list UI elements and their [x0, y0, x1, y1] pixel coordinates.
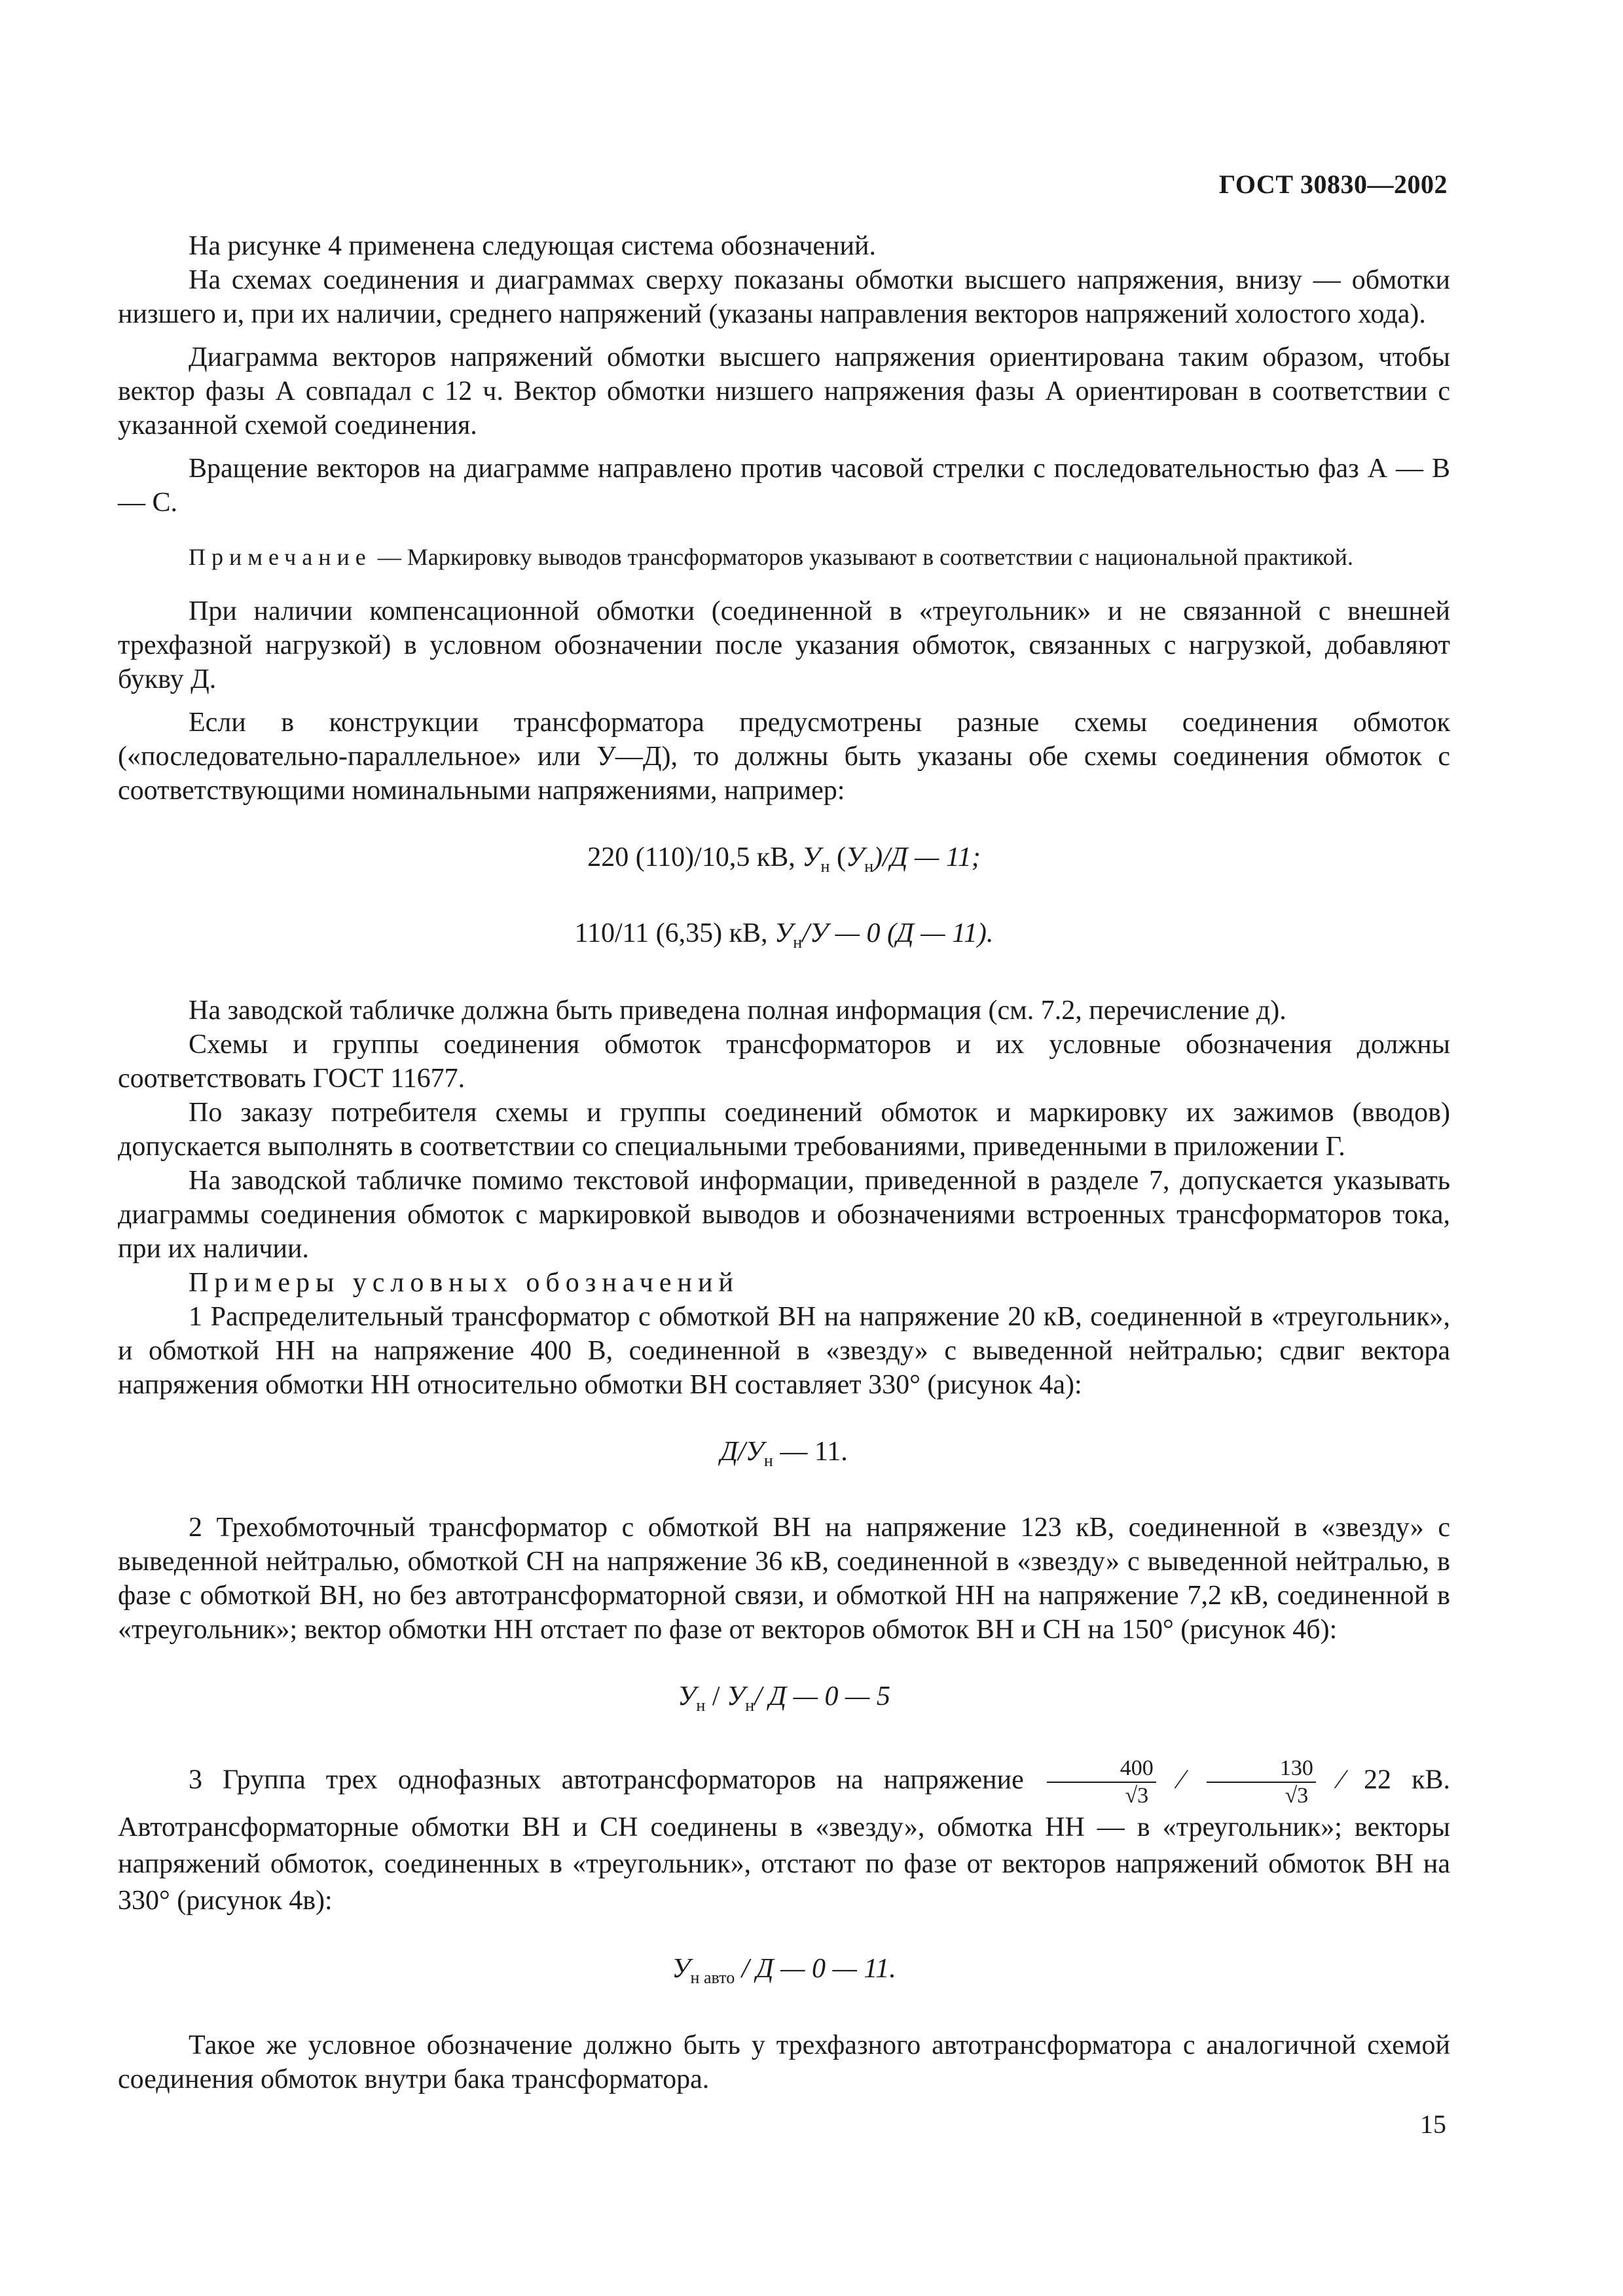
paragraph: Схемы и группы соединения обмоток трансформаторов и их условные обозначения должны соответствовать ГОСТ 11677. — [118, 1030, 1450, 1094]
formula-5: $У_{н авто}$ / Д — 0 — 11. — [672, 1954, 896, 1988]
page-number: 15 — [1420, 2109, 1446, 2139]
paragraph: На заводской табличке должна быть приведена полная информация (см. 7.2, перечисление д). — [189, 996, 1286, 1026]
paragraph: На схемах соединения и диаграммах сверху показаны обмотки высшего напряжения, внизу — обмотки низшего и, при их наличии, среднего напряжений (указаны направления векторов напряжений холостого хода). — [118, 265, 1450, 329]
examples-heading: Примеры условных обозначений — [189, 1268, 739, 1299]
formula-1: 220 (110)/10,5 кВ, $У_н$ $(У_н)/Д$ — 11; — [587, 842, 981, 876]
paragraph: По заказу потребителя схемы и группы соединений обмоток и маркировку их зажимов (вводов) допускается выполнять в соответствии со специальными требованиями, приведенными в приложении Г. — [118, 1098, 1450, 1162]
paragraph: При наличии компенсационной обмотки (соединенной в «треугольник» и не связанной с внешней трехфазной нагрузкой) в условном обозначении после указания обмоток, связанных с нагрузкой, добавляют букву Д. — [118, 596, 1450, 694]
paragraph: На рисунке 4 применена следующая система обозначений. — [189, 231, 876, 261]
formula-4: $У_н / У_н/$ Д — 0 — 5 — [678, 1681, 890, 1715]
paragraph: Диаграмма векторов напряжений обмотки высшего напряжения ориентирована таким образом, чтобы вектор фазы А совпадал с 12 ч. Вектор обмотки низшего напряжения фазы А ориентирован в соответствии с указанной схемой соединения. — [118, 342, 1450, 440]
note-text: — Маркировку выводов трансформаторов указывают в соответствии с национальной практикой. — [371, 544, 1353, 570]
example-1: 1 Распределительный трансформатор с обмоткой ВН на напряжение 20 кВ, соединенной в «треугольник», и обмоткой НН на напряжение 400 В, соединенной в «звезду» с выведенной нейтралью; сдвиг вектора напряжения обмотки НН относительно обмотки ВН составляет 330° (рисунок 4а): — [118, 1302, 1450, 1401]
paragraph: Вращение векторов на диаграмме направлено против часовой стрелки с последовательностью фаз А — В — С. — [118, 454, 1450, 518]
page-content — [118, 229, 1450, 2096]
note-paragraph — [118, 542, 1450, 572]
example-2: 2 Трехобмоточный трансформатор с обмоткой ВН на напряжение 123 кВ, соединенной в «звезду» с выведенной нейтралью, обмоткой СН на напряжение 36 кВ, соединенной в «звезду» с выведенной нейтралью, в фазе с обмоткой ВН, но без автотрансформаторной связи, и обмоткой НН на напряжение 7,2 кВ, соединенной в «треугольник»; вектор обмотки НН отстает по фазе от векторов обмоток ВН и СН на 150° (рисунок 4б): — [118, 1513, 1450, 1645]
formula-3: $Д/У_н$ — 11. — [720, 1437, 848, 1471]
formula-2: 110/11 (6,35) кВ, $У_н/У$ — 0 (Д — 11). — [574, 918, 994, 952]
note-label: Примечание — [189, 544, 372, 570]
fraction-130-sqrt3: $\frac{130}{√3}$ — [1207, 1755, 1316, 1809]
paragraph: На заводской табличке помимо текстовой информации, приведенной в разделе 7, допускается указывать диаграммы соединения обмоток с маркировкой выводов и обозначениями встроенных трансформаторов тока, при их наличии. — [118, 1166, 1450, 1265]
closing-paragraph: Такое же условное обозначение должно быть у трехфазного автотрансформатора с аналогичной схемой соединения обмоток внутри бака трансформатора. — [118, 2030, 1450, 2094]
paragraph: Если в конструкции трансформатора предусмотрены разные схемы соединения обмоток («последовательно-параллельное» или У—Д), то должны быть указаны обе схемы соединения обмоток с соответствующими номинальными напряжениями, например: — [118, 708, 1450, 806]
standard-id-header: ГОСТ 30830—2002 — [1218, 170, 1448, 199]
fraction-400-sqrt3: $\frac{400}{√3}$ — [1047, 1755, 1156, 1809]
example-3: 3 Группа трех однофазных автотрансформаторов на напряжение $\frac{400}{√3}$ ⁄ $\frac{130}{√3}$ ⁄ 22 кВ. Автотрансформаторные обмотки ВН и СН соединены в «звезду», обмотка НН — в «треугольник»; векторы напряжений обмоток, соединенных в «треугольник», отстают по фазе от векторов напряжений обмоток ВН на 330° (рисунок 4в): — [118, 1756, 1450, 1916]
